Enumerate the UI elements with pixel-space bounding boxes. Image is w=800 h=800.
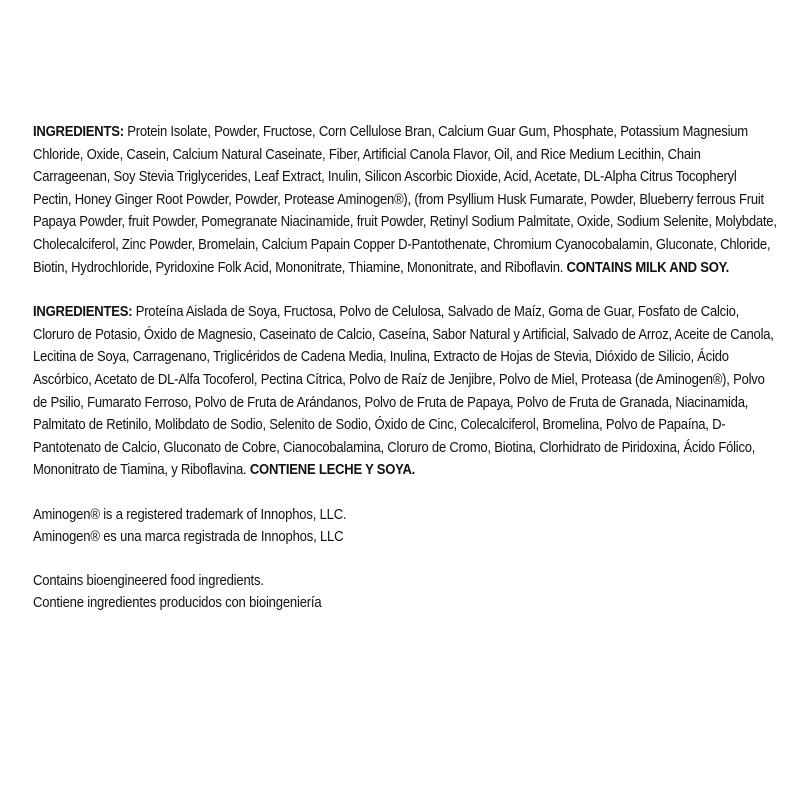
spacer xyxy=(33,279,778,301)
ingredientes-text: Proteína Aislada de Soya, Fructosa, Polvo de Celulosa, Salvado de Maíz, Goma de Guar, Fosfato de Calcio, Cloruro de Potasio, Óxido de Magnesio, Caseinato de Calcio, Caseína, Sabor Natural y Artificial, Salvado de Arroz, Aceite de Canola, Lecitina de Soya, Carragenano, Triglicéridos de Cadena Media, Inulina, Extracto de Hojas de Stevia, Dióxido de Silicio, Ácido Ascórbico, Acetato de DL-Alfa Tocoferol, Pectina Cítrica, Polvo de Raíz de Jenjibre, Polvo de Miel, Proteasa (de Aminogen®), Polvo de Psilio, Fumarato Ferroso, Polvo de Fruta de Arándanos, Polvo de Fruta de Papaya, Polvo de Fruta de Granada, Niacinamida, Palmitato de Retinilo, Molibdato de Sodio, Selenito de Sodio, Óxido de Cinc, Colecalciferol, Bromelina, Polvo de Papaína, D-Pantotenato de Calcio, Gluconato de Cobre, Cianocobalamina, Cloruro de Cromo, Biotina, Clorhidrato de Piridoxina, Ácido Fólico, Mononitrato de Tiamina, y Riboflavina. xyxy=(33,304,774,479)
bioengineered-note-en: Contains bioengineered food ingredients. xyxy=(33,572,264,589)
spacer xyxy=(33,482,778,504)
bioengineered-note-es: Contiene ingredientes producidos con bioingeniería xyxy=(33,594,322,611)
ingredients-label: INGREDIENTS: xyxy=(33,124,124,140)
trademark-note-es: Aminogen® es una marca registrada de Innophos, LLC xyxy=(33,528,344,545)
ingredientes-label: INGREDIENTES: xyxy=(33,304,133,321)
allergen-statement-es: CONTIENE LECHE Y SOYA. xyxy=(249,462,416,479)
ingredients-spanish xyxy=(33,301,778,482)
ingredients-panel xyxy=(33,121,778,614)
spacer xyxy=(33,548,778,570)
trademark-note-en: Aminogen® is a registered trademark of Innophos, LLC. xyxy=(33,506,347,523)
ingredients-text: Protein Isolate, Powder, Fructose, Corn Cellulose Bran, Calcium Guar Gum, Phosphate, Potassium Magnesium Chloride, Oxide, Casein, Calcium Natural Caseinate, Fiber, Artificial Canola Flavor, Oil, and Rice Medium Lecithin, Chain Carrageenan, Soy Stevia Triglycerides, Leaf Extract, Inulin, Silicon Ascorbic Dioxide, Acid, Acetate, DL-Alpha Citrus Tocopheryl Pectin, Honey Ginger Root Powder, Powder, Protease Aminogen®), (from Psyllium Husk Fumarate, Powder, Blueberry ferrous Fruit Papaya Powder, fruit Powder, Pomegranate Niacinamide, fruit Powder, Retinyl Sodium Palmitate, Oxide, Sodium Selenite, Molybdate, Cholecalciferol, Zinc Powder, Bromelain, Calcium Papain Copper D-Pantothenate, Chromium Cyanocobalamin, Gluconate, Chloride, Biotin, Hydrochloride, Pyridoxine Folk Acid, Mononitrate, Thiamine, Mononitrate, and Riboflavin. xyxy=(33,124,777,276)
ingredients-english xyxy=(33,121,778,279)
allergen-statement: CONTAINS MILK AND SOY. xyxy=(566,259,730,276)
